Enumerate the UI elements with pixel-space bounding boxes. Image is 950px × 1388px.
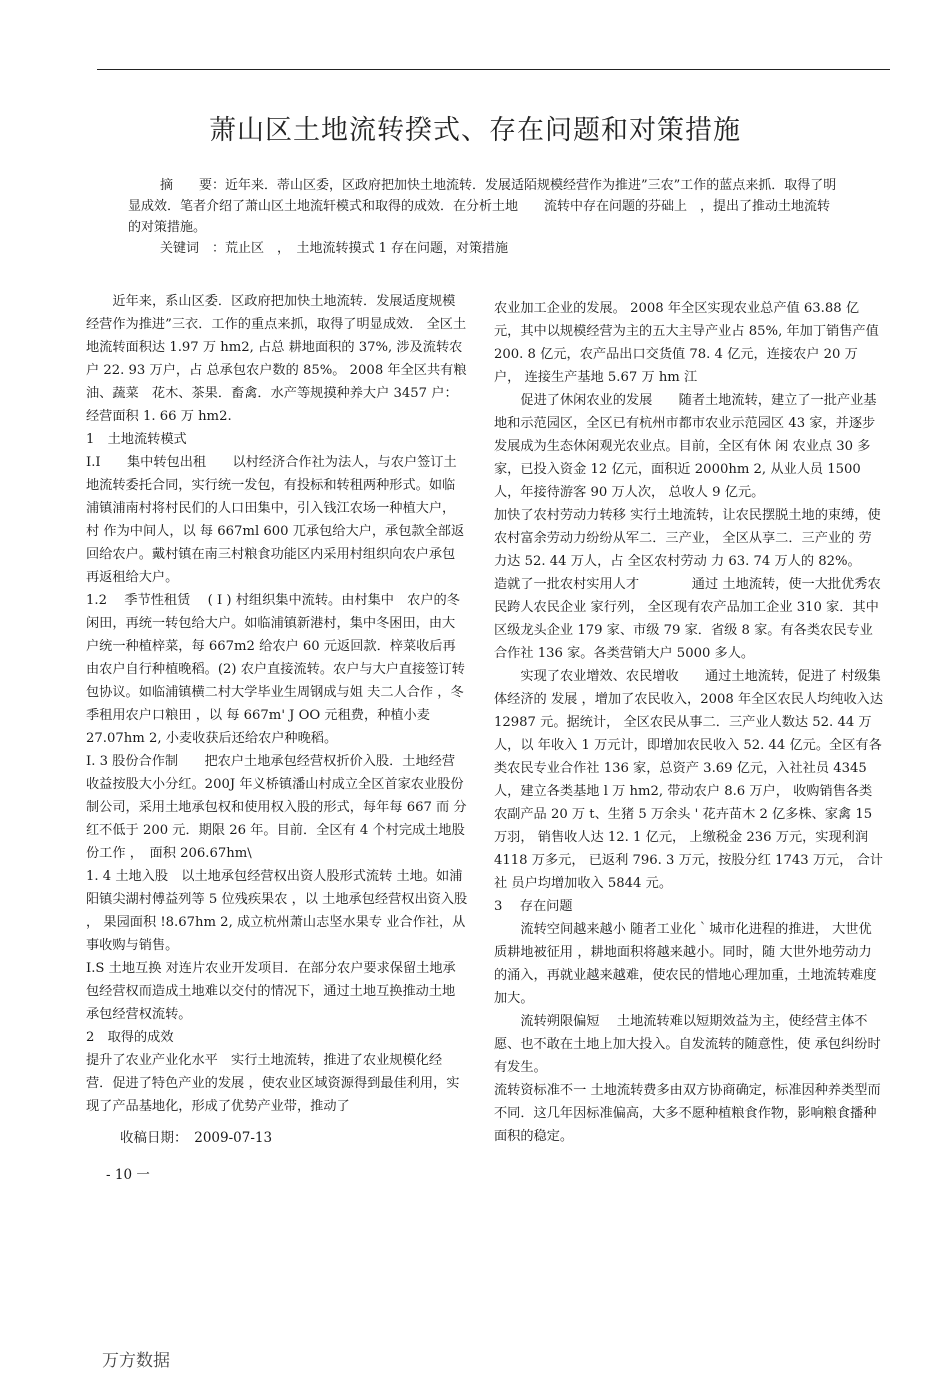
paragraph: I. 3 股份合作制 把农户土地承包经营权折价入股．土地经营收益按股大小分红。200J 年义桥镇潘山村成立全区首家农业股份制公司，采用土地承包权和使用权入股的形式，每年每 667 而 分红不低于 200 元．期限 26 年。目前．全区有 4 个村完成土地股份工作 ， 面积 206.67hm\: [86, 754, 467, 861]
paragraph: I.I 集中转包出租 以村经济合作社为法人，与农户签订土地流转委托合同，实行统一发包，有投标和转租两种形式。如临浦镇浦南村将村民们的人口田集中，引入钱江农场一种植大户，村 作为中间人，以 每 667ml 600 兀承包给大户，承包款全部返回给农户。戴村镇在南三村粮食功能区内采用村组织向农户承包再返租给大户。: [86, 455, 465, 585]
paragraph: 造就了一批农村实用人才 通过 土地流转，使一大批优秀农民跨人农民企业 家行列， 全区现有农产品加工企业 310 家．其中区级龙头企业 179 家、市级 79 家．省级 8 家。有各类农民专业合作社 136 家。各类营销大户 5000 多人。: [494, 577, 881, 661]
paragraph: 近年来，系山区委．区政府把加快土地流转．发展适度规模经营作为推进”三衣．工作的重点来抓，取得了明显成效． 全区土地流转面积达 1.97 万 hm2, 占总 耕地面积的 37%, 涉及流转农户 22. 93 万户，占 总承包农户数的 85%。 2008 年全区共有粮油、蔬菜 花木、茶果．畜禽．水产等规摸种养大户 3457 户： 经营面积 1. 66 万 hm2.: [86, 294, 467, 424]
paragraph: 促进了休闲农业的发展 随者土地流转，建立了一批产业基地和示范园区，全区已有杭州市都市农业示范园区 43 家，并逐步发展成为生态休闲观光农业点。目前，全区有休 闲 农业点 30 多家，已投入资金 12 亿元，面积近 2000hm 2, 从业人员 1500 人，年接待游客 90 万人次， 总收人 9 亿元。: [494, 393, 877, 500]
paragraph: 提升了农业产业化水平 实行土地流转，推进了农业规模化经营．促进了特色产业的发展 ，使农业区域资源得到最佳利用，实现了产品基地化，形成了优势产业带，推动了: [86, 1053, 460, 1114]
watermark: 万方数据: [102, 1351, 170, 1371]
top-rule: [97, 69, 890, 70]
paragraph: 农业加工企业的发展。 2008 年全区实现农业总产值 63.88 亿元，其中以规模经营为主的五大主导产业占 85%, 年加丁销售产值 200. 8 亿元，农产品出口交货值 78. 4 亿元，连接农户 20 万户， 连接生产基地 5.67 万 hm 江: [494, 301, 879, 385]
paragraph: 流转资标准不一 土地流转费多由双方协商确定，标准因种养类型而不同．这几年因标准偏高，大多不愿种植粮食作物，影响粮食播种面积的稳定。: [494, 1083, 881, 1144]
section-heading: 1 土地流转模式: [86, 432, 187, 447]
abstract: [128, 175, 838, 238]
right-column: [494, 297, 884, 1148]
paragraph: 流转朔限偏短 土地流转难以短期效益为主，使经营主体不愿、也不敢在土地上加大投入。自发流转的随意性，使 承包纠纷时有发生。: [494, 1014, 881, 1075]
received-date: 收稿日期： 2009-07-13: [120, 1130, 273, 1146]
page-title: 萧山区土地流转揆式、存在问题和对策措施: [209, 115, 741, 146]
abstract-label: 摘 要：: [160, 178, 226, 193]
paragraph: I.S 土地互换 对连片农业开发项目．在部分农户要求保留土地承包经营权而造成土地难以交付的情况下，通过土地互换推动土地承包经营权流转。: [86, 961, 456, 1022]
abstract-text: 近年来．蒂山区委，区政府把加快土地流转．发展适陌规模经营作为推进”三农”工作的蓝点来抓．取得了明显成效．笔者介绍了萧山区土地流轩模式和取得的成效．在分析土地 流转中存在问题的芬础上 ，提出了推动土地流转的对策措施。: [128, 178, 837, 235]
page-number: - 10 一: [106, 1167, 150, 1183]
paragraph: 实现了农业增效、农民增收 通过土地流转，促进了 村级集体经济的 发展 ，增加了农民收入，2008 年全区农民人均纯收入达 12987 元。据统计， 全区农民从事二．三产业人数达 52. 44 万人，以 年收入 1 万元计，即增加农民收入 52. 44 亿元。全区有各类农民专业合作社 136 家，总资产 3.69 亿元，入社社员 4345 人，建立各类基地 l 万 hm2, 带动农户 8.6 万户， 收购销售各类农副产品 20 万 t、生猪 5 万余头 ' 花卉苗木 2 亿多株、家禽 15 万羽， 销售收人达 12. 1 亿元， 上缴税金 236 万元，实现利润 4118 万多元， 已返利 796. 3 万元，按股分红 1743 万元， 合计社 员户均增加收入 5844 元。: [494, 669, 884, 891]
left-column: [86, 290, 468, 1118]
keywords: [160, 237, 508, 256]
paragraph: 流转空间越来越小 随者工业化｀城市化进程的推进， 大世优质耕地被征用 ，耕地面积将越来越小。同时，随 大世外地劳动力的涌入，再就业越来越难，使农民的惜地心理加重，土地流转难度加大。: [494, 922, 877, 1006]
paragraph: 1.2 季节性租赁 ( I ) 村组织集中流转。由村集中 农户的冬闲田，再统一转包给大户。如临浦镇新港村，集中冬困田，由大户统一种植梓菜，每 667m2 给农户 60 元返回款．梓菜收后再由农户自行种植晚稻。(2) 农户直接流转。农户与大户直接签订转包协议。如临浦镇横二村大学毕业生周钢成与姐 夫二人合作 ，冬季租用农户口粮田 ，以 每 667m' J OO 元租费，种植小麦 27.07hm 2, 小麦收获后还给农户种晚稻。: [86, 593, 465, 746]
section-heading: 2 取得的成效: [86, 1030, 174, 1045]
paragraph: 1. 4 土地入股 以土地承包经营权出资人股形式流转 土地。如浦阳镇尖湖村傅益列等 5 位残疾果农 ，以 土地承包经营权出资入股 ， 果园面积 !8.67hm 2, 成立杭州萧山志坚水果专 业合作社，从事收购与销售。: [86, 869, 468, 953]
keywords-text: 荒止区 ， 土地流转摸式 1 存在问题，对策措施: [225, 241, 509, 256]
keywords-label: 关键词 ：: [160, 241, 226, 256]
paragraph: 加快了农村劳动力转移 实行土地流转，让农民摆脱土地的束缚，使农村富余劳动力纷纷从军二．三产业， 全区从享二．三产业的 劳力达 52. 44 万人，占 全区农村劳动 力 63. 74 万人的 82%。: [494, 508, 881, 569]
section-heading: 3 存在问题: [494, 899, 573, 914]
